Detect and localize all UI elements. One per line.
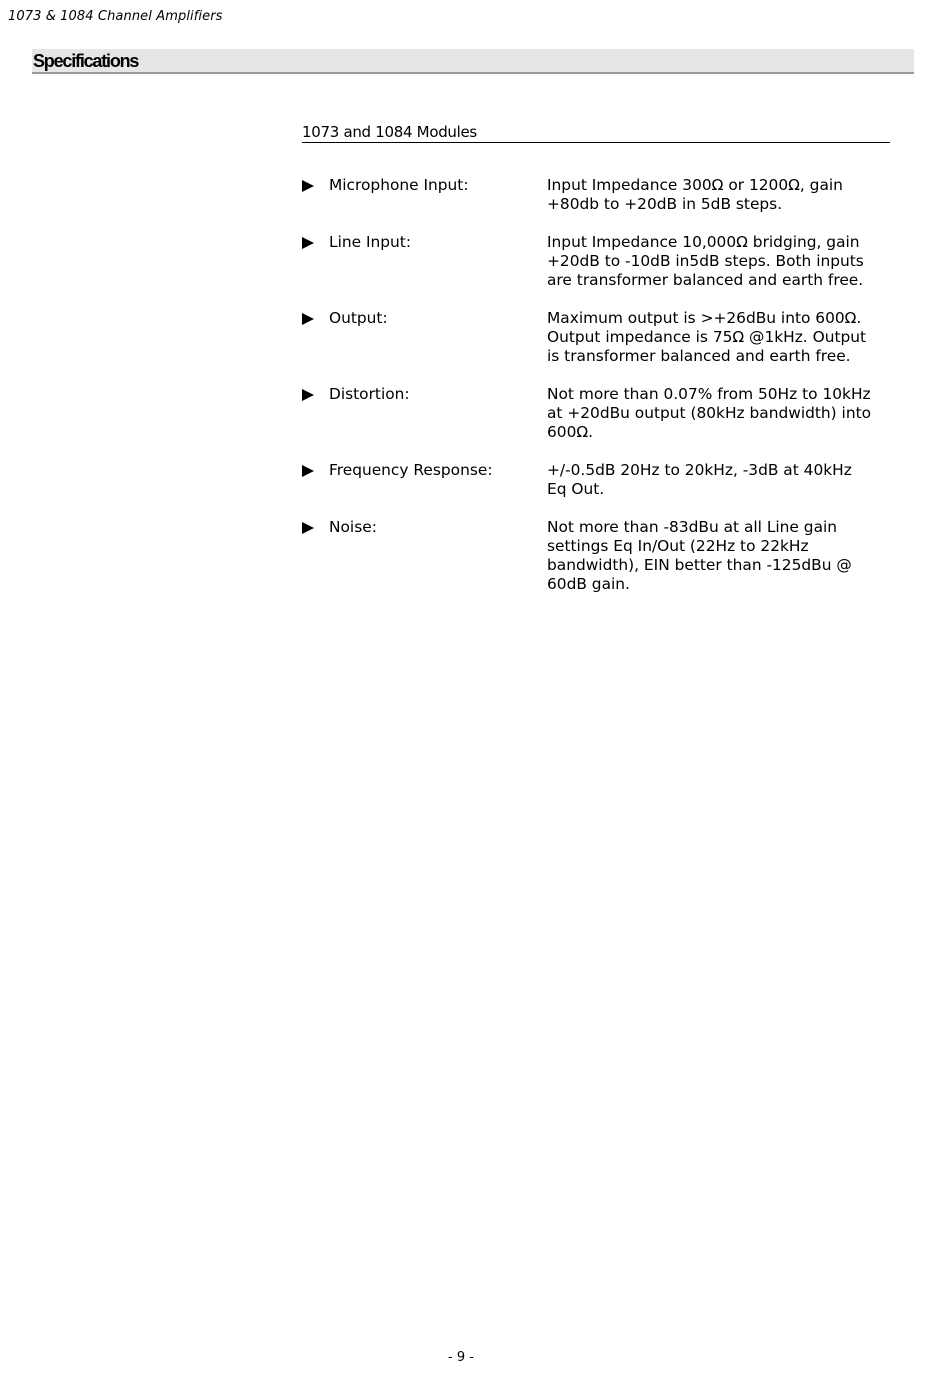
spec-label: Frequency Response: (329, 461, 493, 479)
modules-heading: 1073 and 1084 Modules (302, 123, 890, 143)
running-header: 1073 & 1084 Channel Amplifiers (8, 9, 223, 24)
spec-value: Maximum output is >+26dBu into 600Ω. Output impedance is 75Ω @1kHz. Output is transformer balanced and earth free. (547, 309, 867, 365)
triangle-bullet-icon (302, 465, 314, 477)
section-header-bar (32, 49, 914, 74)
spec-label: Output: (329, 309, 388, 327)
spec-label: Distortion: (329, 385, 410, 403)
triangle-bullet-icon (302, 389, 314, 401)
triangle-bullet-icon (302, 313, 314, 325)
spec-value: +/-0.5dB 20Hz to 20kHz, -3dB at 40kHz Eq Out. (547, 461, 852, 498)
triangle-bullet-icon (302, 522, 314, 534)
section-title: Specifications (33, 51, 139, 71)
spec-value: Input Impedance 300Ω or 1200Ω, gain +80db to +20dB in 5dB steps. (547, 176, 843, 213)
page-number: - 9 - (448, 1350, 474, 1365)
spec-label: Line Input: (329, 233, 412, 251)
triangle-bullet-icon (302, 237, 314, 249)
spec-label: Microphone Input: (329, 176, 469, 194)
spec-label: Noise: (329, 518, 377, 536)
spec-value: Not more than 0.07% from 50Hz to 10kHz at +20dBu output (80kHz bandwidth) into 600Ω. (547, 385, 872, 441)
spec-value: Input Impedance 10,000Ω bridging, gain +20dB to -10dB in5dB steps. Both inputs are transformer balanced and earth free. (547, 233, 864, 289)
triangle-bullet-icon (302, 180, 314, 192)
spec-value: Not more than -83dBu at all Line gain settings Eq In/Out (22Hz to 22kHz bandwidth), EIN better than -125dBu @ 60dB gain. (547, 518, 852, 593)
